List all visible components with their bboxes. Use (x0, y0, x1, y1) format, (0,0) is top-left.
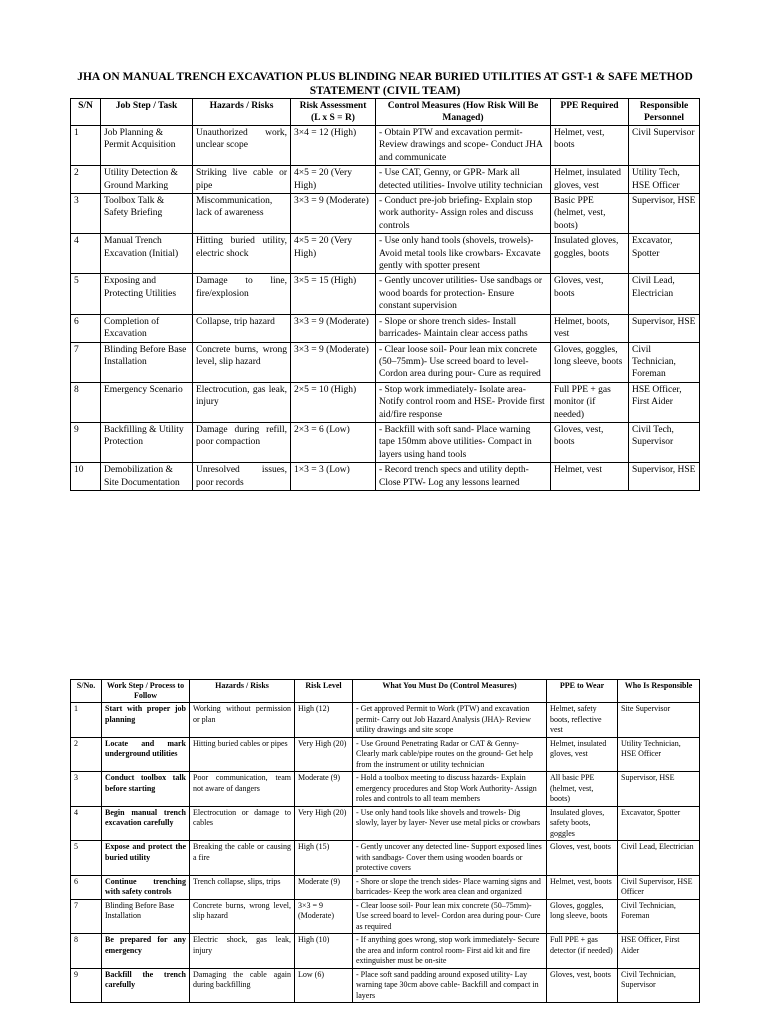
table-cell: Gloves, vest, boots (551, 274, 629, 314)
table-cell: 2 (71, 166, 101, 194)
table-row (71, 342, 700, 382)
table-cell: - Backfill with soft sand- Place warning tape 150mm above utilities- Compact in layers using hand tools (376, 422, 551, 462)
table-cell: Basic PPE (helmet, vest, boots) (551, 194, 629, 234)
table-row (71, 194, 700, 234)
table-cell: Conduct toolbox talk before starting (102, 772, 190, 807)
column-header: Risk Assessment (L x S = R) (291, 99, 376, 126)
table-cell: Utility Tech, HSE Officer (629, 166, 700, 194)
table-cell: - Use only hand tools (shovels, trowels)- Avoid metal tools like crowbars- Excavate gently with spotter present (376, 234, 551, 274)
table-row (71, 772, 700, 807)
table-cell: Hitting buried cables or pipes (190, 737, 295, 772)
table-cell: Expose and protect the buried utility (102, 841, 190, 876)
table-cell: - Hold a toolbox meeting to discuss hazards- Explain emergency procedures and Stop Work Authority- Assign roles and controls to all team members (353, 772, 547, 807)
table-cell: 2×3 = 6 (Low) (291, 422, 376, 462)
table-row (71, 899, 700, 934)
table-cell: Electrocution or damage to cables (190, 806, 295, 841)
table-cell: Backfill the trench carefully (102, 968, 190, 1003)
table-cell: Begin manual trench excavation carefully (102, 806, 190, 841)
table-cell: Supervisor, HSE (629, 194, 700, 234)
table-cell: - Clear loose soil- Pour lean mix concrete (50–75mm)- Use screed board to level- Cordon area during pour- Cure as required (376, 342, 551, 382)
table-row (71, 841, 700, 876)
table-cell: 4×5 = 20 (Very High) (291, 234, 376, 274)
table-cell: 4 (71, 806, 102, 841)
table-cell: - Stop work immediately- Isolate area- Notify control room and HSE- Provide first aid/fire response (376, 382, 551, 422)
table-cell: Demobilization & Site Documentation (101, 463, 193, 491)
table-cell: Be prepared for any emergency (102, 934, 190, 969)
table-cell: 3×5 = 15 (High) (291, 274, 376, 314)
table-cell: 10 (71, 463, 101, 491)
table-cell: 9 (71, 422, 101, 462)
table-cell: Helmet, vest, boots (547, 875, 618, 899)
table-cell: 3×3 = 9 (Moderate) (291, 194, 376, 234)
column-header: Risk Level (295, 680, 353, 703)
table-cell: Exposing and Protecting Utilities (101, 274, 193, 314)
column-header: PPE to Wear (547, 680, 618, 703)
table-cell: - Use only hand tools like shovels and trowels- Dig slowly, layer by layer- Never use metal picks or crowbars (353, 806, 547, 841)
table-cell: 3×4 = 12 (High) (291, 126, 376, 166)
table-cell: - Conduct pre-job briefing- Explain stop work authority- Assign roles and discuss controls (376, 194, 551, 234)
table-cell: Site Supervisor (618, 703, 700, 738)
table-cell: 4×5 = 20 (Very High) (291, 166, 376, 194)
table-cell: 8 (71, 934, 102, 969)
table-row (71, 382, 700, 422)
table-cell: - Obtain PTW and excavation permit- Review drawings and scope- Conduct JHA and communicate (376, 126, 551, 166)
table-cell: Moderate (9) (295, 875, 353, 899)
table-row (71, 314, 700, 342)
table-cell: High (10) (295, 934, 353, 969)
table-cell: 9 (71, 968, 102, 1003)
table-cell: Civil Lead, Electrician (629, 274, 700, 314)
table-cell: Gloves, goggles, long sleeve, boots (547, 899, 618, 934)
table-cell: Full PPE + gas detector (if needed) (547, 934, 618, 969)
table-cell: Supervisor, HSE (629, 314, 700, 342)
jha-table (70, 98, 700, 491)
table-cell: Damage to line, fire/explosion (193, 274, 291, 314)
column-header: Hazards / Risks (193, 99, 291, 126)
column-header: Job Step / Task (101, 99, 193, 126)
table-cell: Blinding Before Base Installation (102, 899, 190, 934)
table-header-row (71, 99, 700, 126)
table-cell: - Slope or shore trench sides- Install barricades- Maintain clear access paths (376, 314, 551, 342)
table-row (71, 463, 700, 491)
method-statement-table (70, 679, 700, 1003)
table-cell: 3 (71, 194, 101, 234)
table-cell: Manual Trench Excavation (Initial) (101, 234, 193, 274)
table-cell: HSE Officer, First Aider (629, 382, 700, 422)
table-cell: - Place soft sand padding around exposed utility- Lay warning tape 30cm above cable- Backfill and compact in layers (353, 968, 547, 1003)
table-cell: Utility Detection & Ground Marking (101, 166, 193, 194)
table-cell: 3×3 = 9 (Moderate) (295, 899, 353, 934)
column-header: S/N (71, 99, 101, 126)
table-row (71, 234, 700, 274)
table-cell: - Gently uncover any detected line- Support exposed lines with sandbags- Cover them using wooden boards or protective covers (353, 841, 547, 876)
column-header: S/No. (71, 680, 102, 703)
table-cell: 1×3 = 3 (Low) (291, 463, 376, 491)
table-cell: - Use CAT, Genny, or GPR- Mark all detected utilities- Involve utility technician (376, 166, 551, 194)
table-cell: High (15) (295, 841, 353, 876)
table-cell: Civil Supervisor, HSE Officer (618, 875, 700, 899)
table-row (71, 166, 700, 194)
table-cell: Damage during refill, poor compaction (193, 422, 291, 462)
table-cell: Civil Technician, Foreman (618, 899, 700, 934)
table-cell: Hitting buried utility, electric shock (193, 234, 291, 274)
table-cell: 1 (71, 703, 102, 738)
table-cell: Very High (20) (295, 806, 353, 841)
table-cell: Trench collapse, slips, trips (190, 875, 295, 899)
document-title: JHA ON MANUAL TRENCH EXCAVATION PLUS BLINDING NEAR BURIED UTILITIES AT GST-1 & SAFE METHOD STATEMENT (CIVIL TEAM) (77, 71, 693, 97)
column-header: PPE Required (551, 99, 629, 126)
table-cell: Collapse, trip hazard (193, 314, 291, 342)
table-cell: 4 (71, 234, 101, 274)
table-cell: 7 (71, 342, 101, 382)
table-row (71, 737, 700, 772)
table-cell: Excavator, Spotter (618, 806, 700, 841)
table-cell: Continue trenching with safety controls (102, 875, 190, 899)
column-header: What You Must Do (Control Measures) (353, 680, 547, 703)
table-cell: Electric shock, gas leak, injury (190, 934, 295, 969)
table-cell: Gloves, goggles, long sleeve, boots (551, 342, 629, 382)
table-cell: High (12) (295, 703, 353, 738)
table-cell: Gloves, vest, boots (547, 968, 618, 1003)
table-cell: 6 (71, 875, 102, 899)
table-cell: Gloves, vest, boots (547, 841, 618, 876)
table-cell: Electrocution, gas leak, injury (193, 382, 291, 422)
table-cell: Locate and mark underground utilities (102, 737, 190, 772)
table-cell: 3 (71, 772, 102, 807)
column-header: Who Is Responsible (618, 680, 700, 703)
table-cell: Helmet, vest (551, 463, 629, 491)
table-cell: Concrete burns, wrong level, slip hazard (193, 342, 291, 382)
table-cell: Civil Technician, Supervisor (618, 968, 700, 1003)
table-row (71, 703, 700, 738)
table-cell: - Get approved Permit to Work (PTW) and excavation permit- Carry out Job Hazard Analysis (JHA)- Review utility drawings and site scope (353, 703, 547, 738)
table-cell: Completion of Excavation (101, 314, 193, 342)
table-cell: Insulated gloves, goggles, boots (551, 234, 629, 274)
table-cell: - Use Ground Penetrating Radar or CAT & Genny- Clearly mark cable/pipe routes on the ground- Get help from the instrument or utility technician (353, 737, 547, 772)
table-cell: Job Planning & Permit Acquisition (101, 126, 193, 166)
table-row (71, 934, 700, 969)
table-cell: Excavator, Spotter (629, 234, 700, 274)
table-cell: Breaking the cable or causing a fire (190, 841, 295, 876)
table-cell: Low (6) (295, 968, 353, 1003)
table-row (71, 968, 700, 1003)
table-cell: Blinding Before Base Installation (101, 342, 193, 382)
table-cell: All basic PPE (helmet, vest, boots) (547, 772, 618, 807)
table-cell: - Clear loose soil- Pour lean mix concrete (50–75mm)- Use screed board to level- Cordon area during pour- Cure as required (353, 899, 547, 934)
table-cell: Helmet, insulated gloves, vest (547, 737, 618, 772)
table-cell: Start with proper job planning (102, 703, 190, 738)
table-cell: Toolbox Talk & Safety Briefing (101, 194, 193, 234)
table-cell: Civil Lead, Electrician (618, 841, 700, 876)
table-row (71, 422, 700, 462)
table-cell: Backfilling & Utility Protection (101, 422, 193, 462)
table-cell: Working without permission or plan (190, 703, 295, 738)
table-cell: - Shore or slope the trench sides- Place warning signs and barricades- Keep the work area clean and organized (353, 875, 547, 899)
table-cell: - Record trench specs and utility depth- Close PTW- Log any lessons learned (376, 463, 551, 491)
table-cell: Supervisor, HSE (629, 463, 700, 491)
table-cell: Gloves, vest, boots (551, 422, 629, 462)
table-cell: 7 (71, 899, 102, 934)
table-cell: Helmet, boots, vest (551, 314, 629, 342)
table-cell: Helmet, vest, boots (551, 126, 629, 166)
table-cell: 6 (71, 314, 101, 342)
table-cell: HSE Officer, First Aider (618, 934, 700, 969)
table-cell: 5 (71, 274, 101, 314)
table-row (71, 274, 700, 314)
column-header: Control Measures (How Risk Will Be Managed) (376, 99, 551, 126)
column-header: Responsible Personnel (629, 99, 700, 126)
table-cell: Moderate (9) (295, 772, 353, 807)
table-cell: Civil Technician, Foreman (629, 342, 700, 382)
column-header: Work Step / Process to Follow (102, 680, 190, 703)
table-cell: Concrete burns, wrong level, slip hazard (190, 899, 295, 934)
table-cell: 8 (71, 382, 101, 422)
column-header: Hazards / Risks (190, 680, 295, 703)
table-row (71, 806, 700, 841)
table-cell: 5 (71, 841, 102, 876)
table-cell: 1 (71, 126, 101, 166)
table-cell: Striking live cable or pipe (193, 166, 291, 194)
table-cell: 3×3 = 9 (Moderate) (291, 342, 376, 382)
table-cell: Civil Tech, Supervisor (629, 422, 700, 462)
table-cell: Very High (20) (295, 737, 353, 772)
table-cell: Damaging the cable again during backfilling (190, 968, 295, 1003)
table-cell: Helmet, insulated gloves, vest (551, 166, 629, 194)
table-cell: Utility Technician, HSE Officer (618, 737, 700, 772)
table-cell: - Gently uncover utilities- Use sandbags or wood boards for protection- Ensure constant supervision (376, 274, 551, 314)
table-cell: Emergency Scenario (101, 382, 193, 422)
table-header-row (71, 680, 700, 703)
table-cell: Unauthorized work, unclear scope (193, 126, 291, 166)
table-cell: Unresolved issues, poor records (193, 463, 291, 491)
table-cell: Poor communication, team not aware of dangers (190, 772, 295, 807)
table-row (71, 875, 700, 899)
table-cell: Miscommunication, lack of awareness (193, 194, 291, 234)
table-cell: Full PPE + gas monitor (if needed) (551, 382, 629, 422)
table-cell: Supervisor, HSE (618, 772, 700, 807)
table-cell: 2 (71, 737, 102, 772)
table-row (71, 126, 700, 166)
table-cell: - If anything goes wrong, stop work immediately- Secure the area and inform control room- First aid kit and fire extinguisher must be on-site (353, 934, 547, 969)
table-cell: 2×5 = 10 (High) (291, 382, 376, 422)
table-cell: 3×3 = 9 (Moderate) (291, 314, 376, 342)
table-cell: Civil Supervisor (629, 126, 700, 166)
table-cell: Insulated gloves, safety boots, goggles (547, 806, 618, 841)
table-cell: Helmet, safety boots, reflective vest (547, 703, 618, 738)
